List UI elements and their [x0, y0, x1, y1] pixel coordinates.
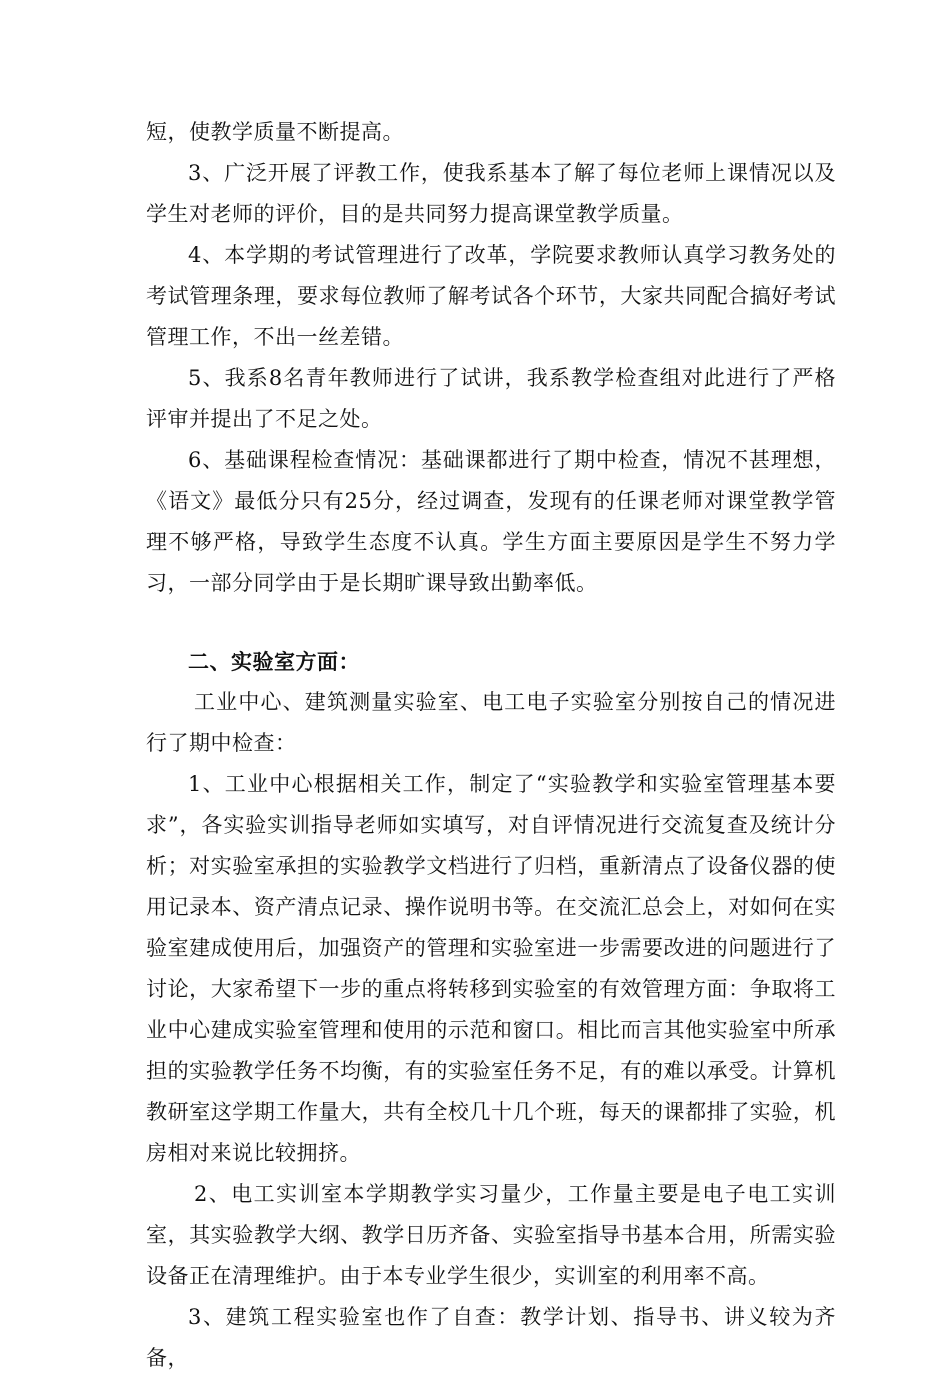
- paragraph-item-6: 6、基础课程检查情况：基础课都进行了期中检查，情况不甚理想，《语文》最低分只有25分，经过调查，发现有的任课老师对课堂教学管理不够严格，导致学生态度不认真。学生方面主要原因是学生不努力学习，一部分同学由于是长期旷课导致出勤率低。: [146, 448, 836, 595]
- section-gap: [146, 604, 836, 641]
- section-item-2: 2、电工实训室本学期教学实习量少，工作量主要是电子电工实训室，其实验教学大纲、教学日历齐备、实验室指导书基本合用，所需实验设备正在清理维护。由于本专业学生很少，实训室的利用率不高。: [146, 1182, 836, 1288]
- section-item-1: 1、工业中心根据相关工作，制定了“实验教学和实验室管理基本要求”，各实验实训指导老师如实填写，对自评情况进行交流复查及统计分析；对实验室承担的实验教学文档进行了归档，重新清点了设备仪器的使用记录本、资产清点记录、操作说明书等。在交流汇总会上，对如何在实验室建成使用后，加强资产的管理和实验室进一步需要改进的问题进行了讨论，大家希望下一步的重点将转移到实验室的有效管理方面：争取将工业中心建成实验室管理和使用的示范和窗口。相比而言其他实验室中所承担的实验教学任务不均衡，有的实验室任务不足，有的难以承受。计算机教研室这学期工作量大，共有全校几十几个班，每天的课都排了实验，机房相对来说比较拥挤。: [146, 772, 836, 1165]
- paragraph-continuation: 短，使教学质量不断提高。: [146, 120, 404, 144]
- paragraph-item-5: 5、我系8名青年教师进行了试讲，我系教学检查组对此进行了严格评审并提出了不足之处。: [146, 366, 836, 431]
- section-item-3: 3、建筑工程实验室也作了自查：教学计划、指导书、讲义较为齐备，: [146, 1305, 836, 1370]
- section-heading: 二、实验室方面：: [188, 649, 360, 674]
- document-body: [146, 112, 836, 1379]
- paragraph-item-4: 4、本学期的考试管理进行了改革，学院要求教师认真学习教务处的考试管理条理，要求每位教师了解考试各个环节，大家共同配合搞好考试管理工作，不出一丝差错。: [146, 243, 836, 349]
- paragraph-item-3: 3、广泛开展了评教工作，使我系基本了解了每位老师上课情况以及学生对老师的评价，目的是共同努力提高课堂教学质量。: [146, 161, 836, 226]
- section-intro: 工业中心、建筑测量实验室、电工电子实验室分别按自己的情况进行了期中检查：: [146, 690, 836, 755]
